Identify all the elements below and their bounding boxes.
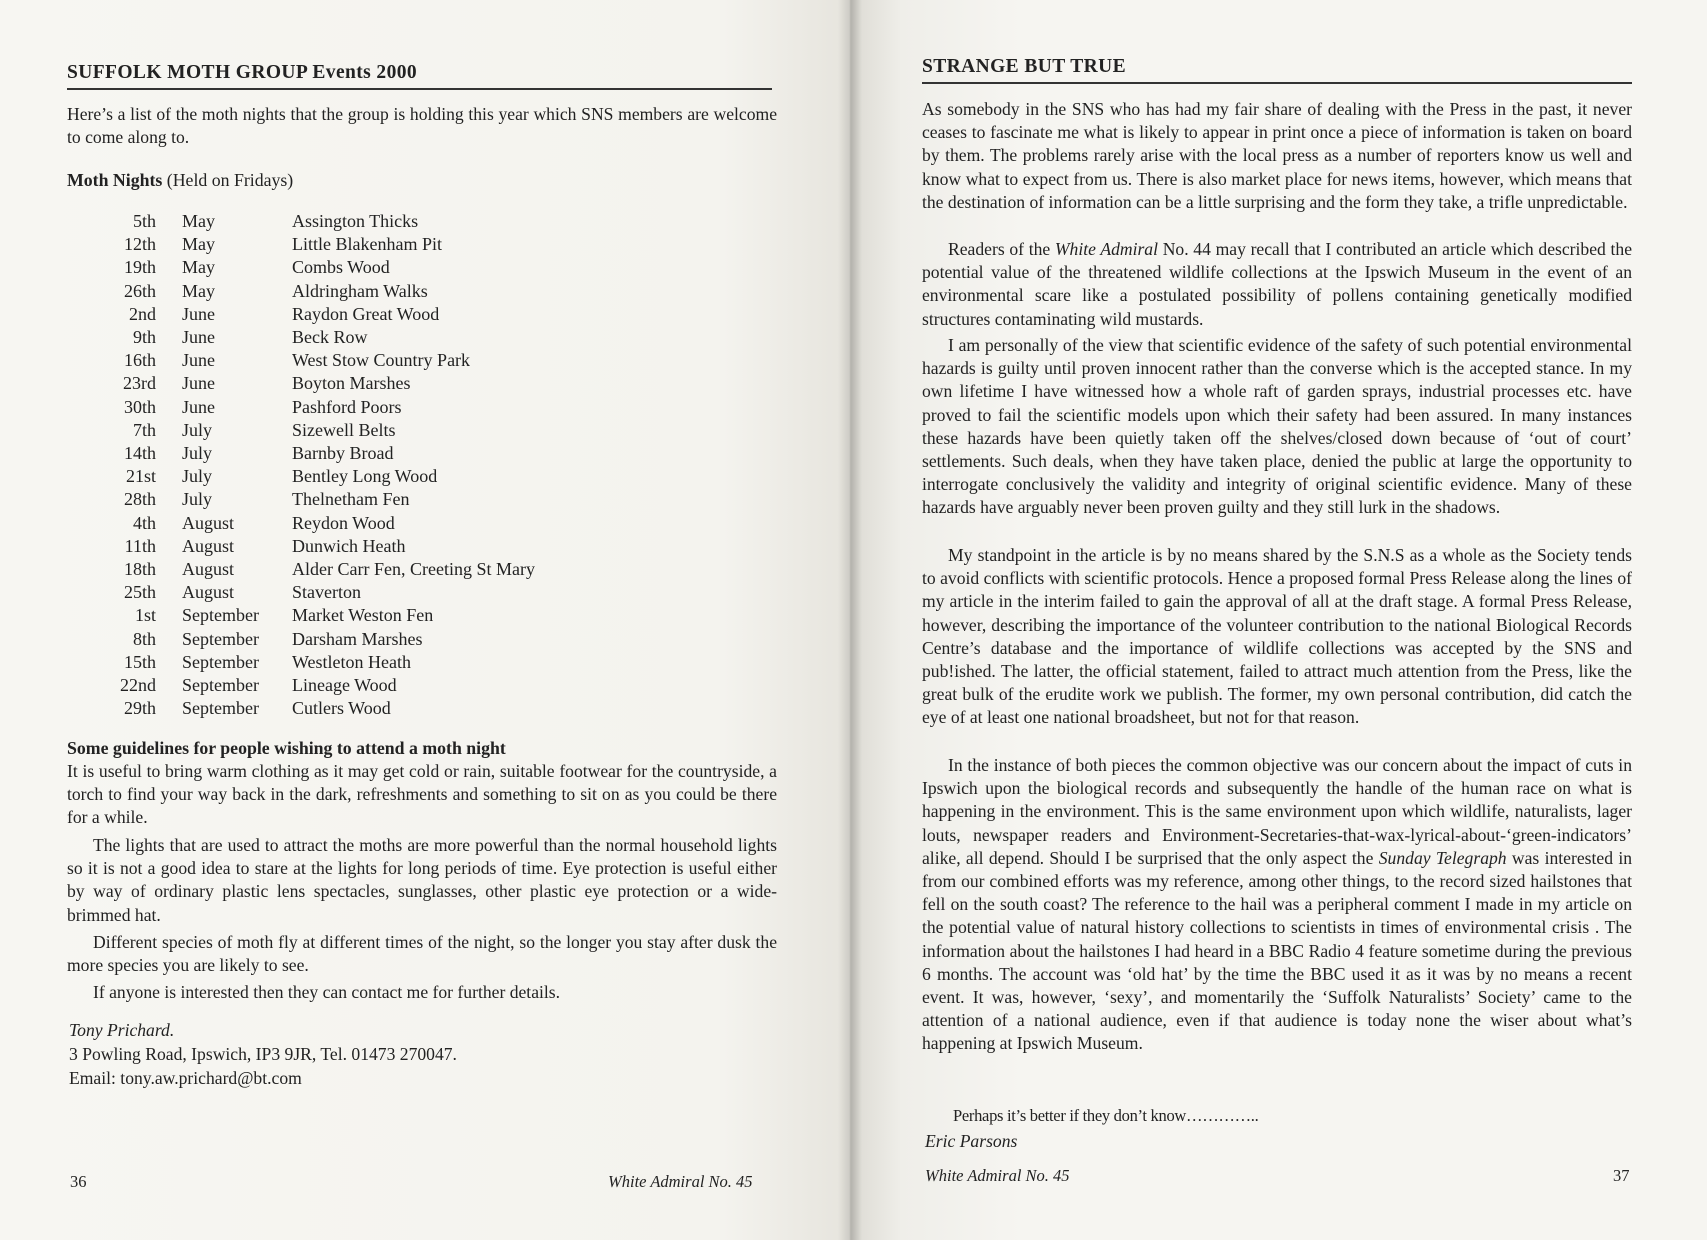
- event-day: 5th: [132, 211, 156, 231]
- event-row: [66, 396, 535, 419]
- event-venue: Combs Wood: [292, 257, 390, 278]
- event-venue: Cutlers Wood: [292, 698, 391, 719]
- event-row: [66, 628, 535, 651]
- magazine-name: White Admiral: [1054, 239, 1158, 259]
- book-gutter-shadow: [838, 0, 862, 1240]
- guidelines-paragraph-1: It is useful to bring warm clothing as it may get cold or rain, suitable footwear for the countryside, a torch to find your way back in the dark, refreshments and something to sit on as you could be there for a while.: [67, 761, 777, 828]
- event-day: 26th: [123, 280, 156, 301]
- article-paragraph-1: As somebody in the SNS who has had my fair share of dealing with the Press in the past, it never ceases to fascinate me what is likely to appear in print once a piece of information is taken on board by them. The problems rarely arise with the local press as a number of reporters know us well and know what to expect from us. There is also market place for news items, however, which means that the destination of information can be a little surprising and the form they take, a trifle unpredictable.: [922, 99, 1632, 212]
- left-page-heading: SUFFOLK MOTH GROUP Events 2000: [67, 62, 772, 90]
- event-venue: Sizewell Belts: [292, 419, 396, 440]
- event-row: [66, 581, 535, 604]
- event-day: 1st: [134, 605, 156, 626]
- event-month: June: [182, 396, 215, 417]
- event-month: July: [182, 443, 213, 464]
- event-day: 18th: [123, 559, 156, 580]
- event-month: September: [182, 698, 259, 719]
- event-venue: Reydon Wood: [292, 512, 395, 533]
- event-row: [66, 233, 535, 256]
- event-month: August: [182, 535, 235, 556]
- event-day: 21st: [125, 466, 156, 487]
- event-month: August: [182, 559, 235, 580]
- event-day: 28th: [123, 489, 156, 510]
- left-page-number: 36: [70, 1172, 87, 1191]
- right-footer-title: White Admiral No. 45: [925, 1166, 1070, 1185]
- event-row: [66, 512, 535, 535]
- article-paragraph-2: [922, 238, 1632, 331]
- left-author: Tony Prichard.: [69, 1020, 175, 1040]
- article-p5-end: was interested in from our combined efforts was my reference, among other things, to the record sized hailstones that fell on the south coast? The reference to the hail was a peripheral comment I made in my article on the potential value of natural history collections to scientists in times of environmental crisis . The information about the hailstones I had heard in a BBC Radio 4 feature sometime during the previous 6 months. The account was ‘old hat’ by the time the BBC used it as it was by no means a recent event. It was, however, ‘sexy’, and momentarily the ‘Suffolk Naturalists’ Society’ came to the attention of a national audience, even if that audience is today none the wiser about what’s happening at Ipswich Museum.: [922, 847, 1633, 1054]
- guidelines-paragraph-2: The lights that are used to attract the moths are more powerful than the normal household lights so it is not a good idea to stare at the lights for long periods of time. Eye protection is useful either by way of ordinary plastic lens spectacles, sunglasses, other plastic eye protection or a wide- brimmed hat.: [67, 835, 777, 925]
- event-venue: Dunwich Heath: [292, 535, 406, 556]
- article-p2-end: No. 44 may recall that I contributed an article which described the potential value of the threatened wildlife collections at the Ipswich Museum in the event of an environmental scare like a postulated possibility of pollens containing genetically modified structures contaminating wild mustards.: [922, 239, 1633, 329]
- event-venue: Market Weston Fen: [292, 605, 434, 626]
- event-venue: Boyton Marshes: [292, 373, 411, 394]
- event-month: June: [182, 327, 215, 348]
- article-closing-line: Perhaps it’s better if they don’t know…………..: [953, 1106, 1259, 1125]
- event-row: [66, 210, 535, 233]
- event-venue: Darsham Marshes: [292, 628, 423, 649]
- event-venue: Bentley Long Wood: [292, 466, 438, 487]
- event-day: 25th: [123, 582, 156, 603]
- event-month: July: [182, 419, 213, 440]
- event-month: July: [182, 466, 213, 487]
- event-month: May: [182, 280, 215, 301]
- event-month: September: [182, 605, 259, 626]
- event-venue: Westleton Heath: [292, 651, 412, 672]
- event-venue: Little Blakenham Pit: [292, 234, 442, 255]
- event-month: May: [182, 211, 215, 231]
- event-month: June: [182, 373, 215, 394]
- event-venue: Aldringham Walks: [292, 280, 428, 301]
- event-month: August: [182, 512, 235, 533]
- event-day: 4th: [132, 512, 156, 533]
- event-month: May: [182, 257, 215, 278]
- author-email: Email: tony.aw.prichard@bt.com: [69, 1068, 302, 1088]
- event-venue: Raydon Great Wood: [292, 303, 440, 324]
- events-table: [66, 210, 535, 720]
- event-day: 19th: [123, 257, 156, 278]
- event-venue: Pashford Poors: [292, 396, 402, 417]
- event-venue: Barnby Broad: [292, 443, 394, 464]
- event-row: [66, 442, 535, 465]
- event-month: May: [182, 234, 215, 255]
- event-month: July: [182, 489, 213, 510]
- event-month: September: [182, 675, 259, 696]
- moth-nights-note: (Held on Fridays): [162, 170, 294, 190]
- event-row: [66, 558, 535, 581]
- event-venue: Thelnetham Fen: [292, 489, 410, 510]
- event-day: 14th: [123, 443, 156, 464]
- event-venue: West Stow Country Park: [292, 350, 471, 371]
- event-venue: Lineage Wood: [292, 675, 397, 696]
- newspaper-name: Sunday Telegraph: [1378, 847, 1507, 868]
- event-row: [66, 697, 535, 720]
- event-row: [66, 372, 535, 395]
- event-day: 12th: [123, 234, 156, 255]
- event-row: [66, 419, 535, 442]
- article-paragraph-5: [922, 754, 1632, 1056]
- event-row: [66, 465, 535, 488]
- event-row: [66, 326, 535, 349]
- event-row: [66, 256, 535, 279]
- left-page: [0, 0, 850, 1240]
- right-page: [850, 0, 1707, 1240]
- article-p2-start: Readers of the: [948, 239, 1055, 259]
- event-month: June: [182, 303, 215, 324]
- article-paragraph-3: I am personally of the view that scientific evidence of the safety of such potential environmental hazards is guilty until proven innocent rather than the converse which is the accepted stance. In my own lifetime I have witnessed how a whole raft of garden sprays, industrial processes etc. have proved to fail the scientific models upon which their safety had been assured. In many instances these hazards have been quietly taken off the shelves/closed down because of ‘out of court’ settlements. Such deals, when they have taken place, denied the public at large the opportunity to interrogate conclusively the validity and integrity of original scientific evidence. Many of these hazards have arguably never been proven guilty and they still lurk in the shadows.: [922, 335, 1632, 518]
- event-month: June: [182, 350, 215, 371]
- event-month: September: [182, 651, 259, 672]
- event-venue: Beck Row: [292, 327, 368, 348]
- event-venue: Staverton: [292, 582, 361, 603]
- event-row: [66, 303, 535, 326]
- event-row: [66, 535, 535, 558]
- author-address: 3 Powling Road, Ipswich, IP3 9JR, Tel. 01473 270047.: [69, 1044, 457, 1064]
- event-row: [66, 488, 535, 511]
- event-day: 16th: [123, 350, 156, 371]
- event-row: [66, 280, 535, 303]
- event-day: 29th: [123, 698, 156, 719]
- right-page-number: 37: [1613, 1166, 1630, 1185]
- article-paragraph-4: My standpoint in the article is by no means shared by the S.N.S as a whole as the Society tends to avoid conflicts with scientific protocols. Hence a proposed formal Press Release along the lines of my article in the interim failed to gain the approval of all at the draft stage. A formal Press Release, however, describing the importance of the volunteer contribution to the national Biological Records Centre’s database and the importance of wildlife collections was accepted by the SNS and pub!ished. The latter, the official statement, failed to attract much attention from the Press, like the great bulk of the erudite work we publish. The former, my own personal contribution, did catch the eye of at least one national broadsheet, but not for that reason.: [922, 545, 1632, 728]
- moth-nights-title: Moth Nights: [67, 170, 163, 190]
- event-day: 9th: [132, 327, 156, 348]
- left-footer-title: White Admiral No. 45: [608, 1172, 753, 1191]
- intro-paragraph: Here’s a list of the moth nights that the group is holding this year which SNS members are welcome to come along to.: [67, 104, 777, 148]
- event-day: 11th: [124, 535, 156, 556]
- event-day: 2nd: [129, 303, 156, 324]
- event-row: [66, 604, 535, 627]
- event-venue: Assington Thicks: [292, 211, 419, 231]
- guidelines-paragraph-4: If anyone is interested then they can contact me for further details.: [93, 982, 561, 1002]
- event-day: 22nd: [120, 675, 156, 696]
- event-day: 15th: [123, 651, 156, 672]
- event-day: 8th: [132, 628, 156, 649]
- event-day: 7th: [132, 419, 156, 440]
- event-row: [66, 651, 535, 674]
- event-month: September: [182, 628, 259, 649]
- right-author: Eric Parsons: [925, 1131, 1018, 1151]
- guidelines-paragraph-3: Different species of moth fly at different times of the night, so the longer you stay after dusk the more species you are likely to see.: [67, 932, 777, 976]
- article-p5-start: In the instance of both pieces the common objective was our concern about the impact of cuts in Ipswich upon the biological records and subsequently the handle of the human race on what is happening in the environment. This is the same environment upon which wildlife, naturalists, lager louts, newspaper readers and Environment-Secretaries-that-wax-lyrical-about-‘green-indicators’ alike, all depend. Should I be surprised that the only aspect the: [922, 755, 1632, 868]
- event-venue: Alder Carr Fen, Creeting St Mary: [292, 559, 535, 580]
- moth-nights-heading: [67, 170, 293, 191]
- event-day: 23rd: [123, 373, 156, 394]
- event-day: 30th: [123, 396, 156, 417]
- right-page-heading: STRANGE BUT TRUE: [922, 56, 1632, 84]
- event-month: August: [182, 582, 235, 603]
- event-row: [66, 349, 535, 372]
- guidelines-heading: Some guidelines for people wishing to attend a moth night: [67, 738, 506, 758]
- event-row: [66, 674, 535, 697]
